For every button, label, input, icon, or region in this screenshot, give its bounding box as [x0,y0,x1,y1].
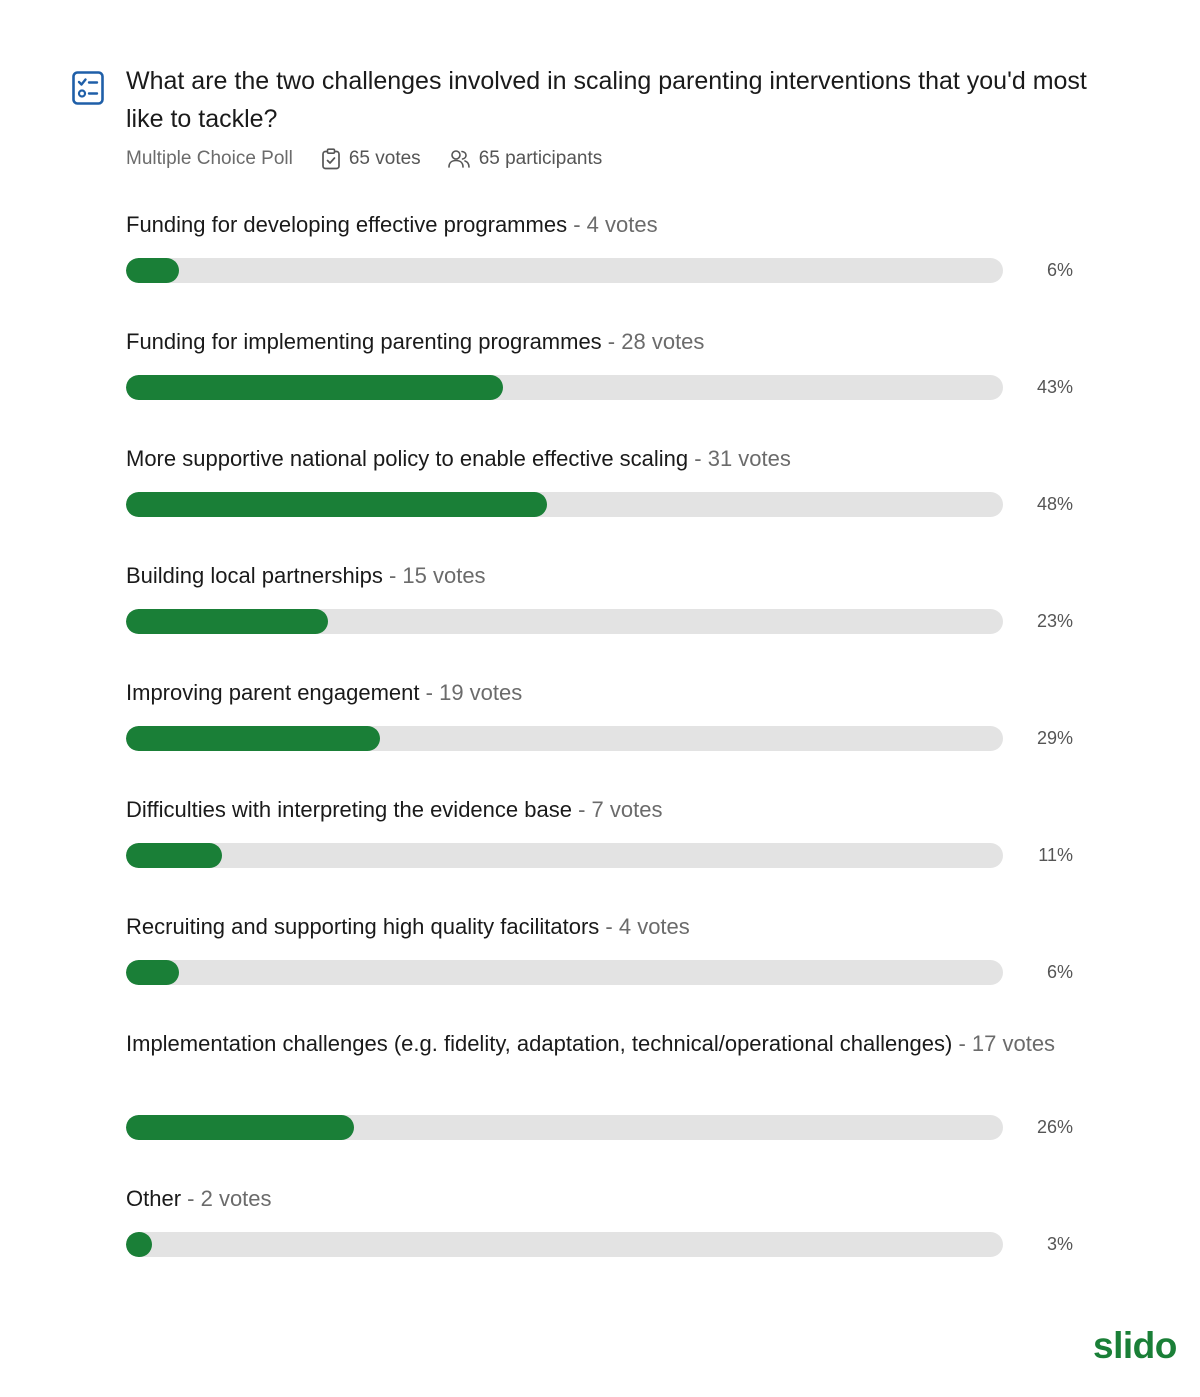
poll-option [126,791,1086,865]
option-votes: 17 votes [971,1031,1056,1056]
result-bar-fill [126,843,222,868]
result-bar-track [126,960,1003,985]
option-votes: 31 votes [707,446,791,471]
votes-count-label: 65 votes [348,148,421,169]
option-percent: 3% [1046,1234,1073,1254]
result-bar-track [126,375,1003,400]
option-label: Building local partnerships - 15 votes [126,563,486,588]
option-label: Funding for implementing parenting programmes - 28 votes [126,329,705,354]
users-icon [447,149,479,169]
option-label: Difficulties with interpreting the evidence base - 7 votes [126,797,663,822]
option-votes: 7 votes [591,797,663,822]
option-percent: 48% [1036,494,1073,514]
poll-option [126,674,1086,748]
option-percent: 11% [1038,845,1073,865]
option-votes: 4 votes [618,914,690,939]
poll-option [126,440,1086,514]
result-bar-fill [126,609,328,634]
result-bar-fill [126,1232,152,1257]
poll-option [126,557,1086,631]
poll-option [126,206,1086,280]
poll-option [126,1025,1086,1137]
option-votes: 19 votes [439,680,523,705]
poll-meta [126,146,602,172]
option-votes: 28 votes [621,329,705,354]
option-percent: 43% [1036,377,1073,397]
option-label: Funding for developing effective programmes - 4 votes [126,212,658,237]
poll-option [126,908,1086,982]
result-bar-fill [126,1115,354,1140]
result-bar-fill [126,375,503,400]
participants-count-label: 65 participants [478,148,603,169]
result-bar-fill [126,492,547,517]
option-percent: 23% [1036,611,1073,631]
poll-checklist-icon [72,71,104,105]
result-bar-track [126,492,1003,517]
poll-question: What are the two challenges involved in scaling parenting interventions that you'd most like to tackle? [126,67,1087,133]
option-votes: 2 votes [200,1186,272,1211]
result-bar-track [126,1115,1003,1140]
votes-count [321,148,421,170]
participants-count [447,148,603,170]
result-bar-fill [126,726,380,751]
clipboard-check-icon [321,148,349,170]
option-votes: 4 votes [586,212,658,237]
result-bar-fill [126,960,179,985]
option-percent: 6% [1046,962,1073,982]
option-votes: 15 votes [402,563,486,588]
option-percent: 26% [1036,1117,1073,1137]
poll-type-label: Multiple Choice Poll [126,148,293,169]
option-label: Improving parent engagement - 19 votes [126,680,523,705]
option-label: Recruiting and supporting high quality facilitators - 4 votes [126,914,690,939]
result-bar-track [126,1232,1003,1257]
option-label: Other - 2 votes [126,1186,272,1211]
result-bar-track [126,258,1003,283]
poll-option [126,323,1086,397]
option-label: More supportive national policy to enable effective scaling - 31 votes [126,446,791,471]
result-bar-track [126,843,1003,868]
poll-option [126,1180,1086,1254]
result-bar-track [126,726,1003,751]
result-bar-track [126,609,1003,634]
result-bar-fill [126,258,179,283]
slido-logo: slido [1093,1325,1177,1366]
option-label: Implementation challenges (e.g. fidelity, adaptation, technical/operational challenges) - 17 votes [126,1031,1056,1056]
option-percent: 29% [1036,728,1073,748]
option-percent: 6% [1046,260,1073,280]
